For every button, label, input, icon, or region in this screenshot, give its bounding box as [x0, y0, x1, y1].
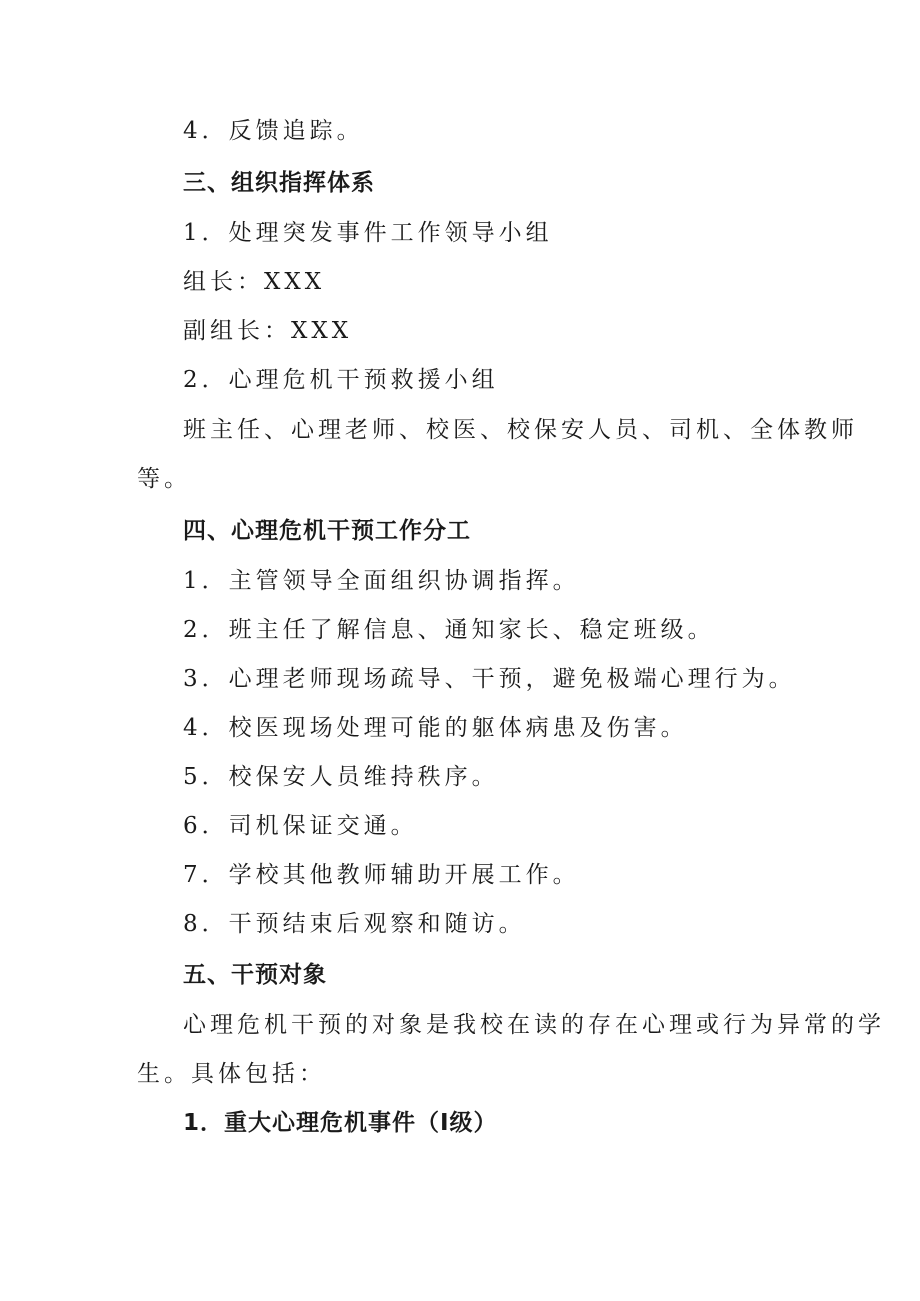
section-heading-organization: 三、组织指挥体系: [183, 170, 375, 196]
list-item-duty-3: 3．心理老师现场疏导、干预，避免极端心理行为。: [183, 666, 796, 692]
list-item-duty-7: 7．学校其他教师辅助开展工作。: [183, 862, 580, 888]
list-item-duty-2: 2．班主任了解信息、通知家长、稳定班级。: [183, 617, 715, 643]
paragraph-targets: 心理危机干预的对象是我校在读的存在心理或行为异常的学: [183, 1012, 885, 1038]
list-item-leadership-group: 1．处理突发事件工作领导小组: [183, 220, 553, 246]
list-item-feedback-tracking: 4．反馈追踪。: [183, 118, 364, 144]
paragraph-targets-cont: 生。具体包括：: [137, 1061, 326, 1087]
list-item-duty-5: 5．校保安人员维持秩序。: [183, 764, 499, 790]
paragraph-rescue-members: 班主任、心理老师、校医、校保安人员、司机、全体教师: [183, 417, 858, 443]
section-heading-intervention-targets: 五、干预对象: [183, 962, 327, 988]
deputy-leader-line: 副组长：XXX: [183, 318, 353, 344]
list-item-duty-8: 8．干预结束后观察和随访。: [183, 911, 526, 937]
list-item-duty-6: 6．司机保证交通。: [183, 813, 418, 839]
paragraph-rescue-members-cont: 等。: [137, 466, 191, 492]
group-leader-line: 组长：XXX: [183, 269, 326, 295]
section-heading-division-of-work: 四、心理危机干预工作分工: [183, 518, 471, 544]
list-item-rescue-group: 2．心理危机干预救援小组: [183, 367, 499, 393]
subheading-major-crisis-level-1: 1．重大心理危机事件（I级）: [183, 1110, 498, 1136]
list-item-duty-1: 1．主管领导全面组织协调指挥。: [183, 568, 580, 594]
list-item-duty-4: 4．校医现场处理可能的躯体病患及伤害。: [183, 715, 688, 741]
